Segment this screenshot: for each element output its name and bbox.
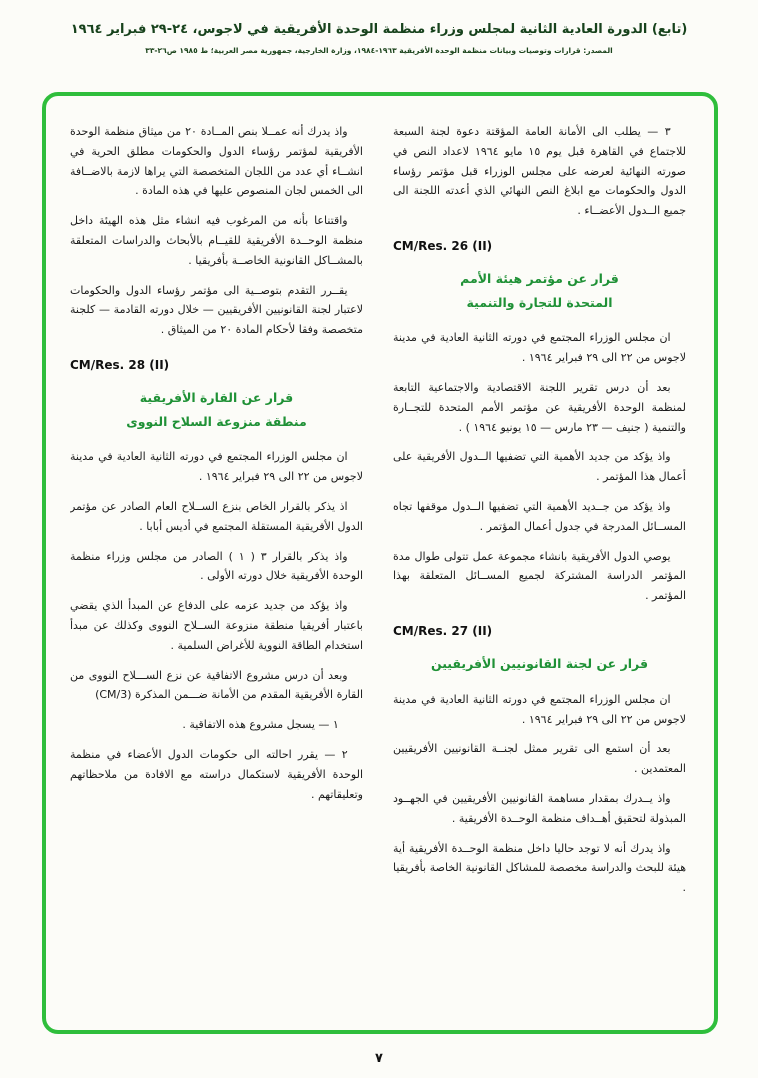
paragraph: واذ يؤكد من جديد عزمه على الدفاع عن المبدأ الذي يقضي باعتبار أفريقيا منطقة منزوعة الســلاح النووى وكذلك عن مبدأ استخدام الطاقة النووية للأغراض السلمية . <box>70 599 363 652</box>
paragraph: واذ يؤكد من جــديد الأهمية التي تضفيها الــدول موقفها تجاه المســائل المدرجة في جدول أعمال المؤتمر . <box>393 500 686 533</box>
paragraph: يقــرر التقدم بتوصــية الى مؤتمر رؤساء الدول والحكومات لاعتبار لجنة القانونيين الأفريقيين — خلال دورته القادمة — كلجنة متخصصة وفقا لأحكام المادة ٢٠ من الميثاق . <box>70 283 363 337</box>
green-border-frame <box>42 92 718 1034</box>
paragraph: واذ يــدرك بمقدار مساهمة القانونيين الأفريقيين في الجهــود المبذولة لتحقيق أهــداف منظمة الوحــدة الأفريقية . <box>393 791 686 825</box>
paragraph: واقتناعا بأنه من المرغوب فيه انشاء مثل هذه الهيئة داخل منظمة الوحــدة الأفريقية للقيــام بالأبحاث والدراسات المتعلقة بالمشــاكل القانونية الخاصــة بأفريقيا . <box>70 214 363 267</box>
paragraph: ان مجلس الوزراء المجتمع في دورته الثانية العادية في مدينة لاجوس من ٢٢ الى ٢٩ فبراير ١٩٦٤ . <box>393 692 686 726</box>
page-number: ٧ <box>375 1051 383 1066</box>
paragraph: واذ يذكر بالقرار ٣ ( ١ ) الصادر من مجلس وزراء منظمة الوحدة الأفريقية خلال دورته الأولى . <box>70 549 363 583</box>
paragraph: اذ يذكر بالقرار الخاص بنزع الســلاح العام الصادر عن مؤتمر الدول الأفريقية المستقلة المجتمع في أديس أبابا . <box>70 500 363 533</box>
paragraph: واذ يدرك أنه لا توجد حاليا داخل منظمة الوحــدة الأفريقية أية هيئة للبحث والدراسة مخصصة للمشاكل القانونية الخاصة بأفريقيا . <box>393 841 686 895</box>
resolution-label: CM/Res. 26 (II) <box>393 238 493 253</box>
paragraph: واذ يدرك أنه عمــلا بنص المــادة ٢٠ من ميثاق منظمة الوحدة الأفريقية لمؤتمر رؤساء الدول والحكومات مطلق الحرية في انشــاء أي عدد من اللجان المتخصصة التي يراها لازمة بالاضــافة الى الخمس لجان المنصوص عليها في هذه المادة . <box>70 125 363 198</box>
column-left <box>70 122 363 1014</box>
header-title: (تابع) الدورة العادية الثانية لمجلس وزراء منظمة الوحدة الأفريقية في لاجوس، ٢٤-٢٩ فبراير ١٩٦٤ <box>70 22 688 37</box>
paragraph: ٣ — يطلب الى الأمانة العامة المؤقتة دعوة لجنة السبعة للاجتماع في القاهرة قبل يوم ١٥ مايو ١٩٦٤ لاعداد النص في صورته النهائية لعرضه على مجلس الوزراء قبل مؤتمر رؤساء الدول والحكومات مع ابلاغ النص النهائي الذي أعدته اللجنة الى جميع الــدول الأعضــاء . <box>393 125 686 218</box>
paragraph: بعد أن استمع الى تقرير ممثل لجنــة القانونيين الأفريقيين المعتمدين . <box>393 742 686 776</box>
paragraph: ٢ — يقرر احالته الى حكومات الدول الأعضاء في منظمة الوحدة الأفريقية لاستكمال دراسته مع الافادة من ملاحظاتهم وتعليقاتهم . <box>70 748 363 801</box>
resolution-label: CM/Res. 28 (II) <box>70 357 170 372</box>
paragraph: واذ يؤكد من جديد الأهمية التي تضفيها الــدول الأفريقية على أعمال هذا المؤتمر . <box>393 450 686 484</box>
numbered-item: ١ — يسجل مشروع هذه الاتفاقية . <box>182 718 339 732</box>
paragraph: يوصي الدول الأفريقية بانشاء مجموعة عمل تتولى طوال مدة المؤتمر الدراسة المشتركة لجميع المســائل المتعلقة بهذا المؤتمر . <box>393 549 686 603</box>
two-column-text <box>70 122 686 1014</box>
resolution-heading: قرار عن القارة الأفريقية منطقة منزوعة السلاح النووى <box>126 389 307 429</box>
paragraph: وبعد أن درس مشروع الاتفاقية عن نزع الســـلاح النووى من القارة الأفريقية المقدم من الأمانة ضـــمن المذكرة (CM/3) <box>70 668 363 702</box>
resolution-label: CM/Res. 27 (II) <box>393 624 493 639</box>
header-source-line: المصدر: قرارات وتوصيات وبيانات منظمة الوحدة الأفريقية ١٩٦٣-١٩٨٤، وزارة الخارجية، جمهورية مصر العربية؛ ط ١٩٨٥ ص٢٦-٣٣ <box>145 46 613 55</box>
paragraph: بعد أن درس تقرير اللجنة الاقتصادية والاجتماعية التابعة لمنظمة الوحدة الأفريقية عن مؤتمر الأمم المتحدة للتجــارة والتنمية ( جنيف — ٢٣ مارس — ١٥ يونيو ١٩٦٤ ) . <box>393 381 686 434</box>
resolution-heading: قرار عن لجنة القانونيين الأفريقيين <box>430 656 649 672</box>
paragraph: ان مجلس الوزراء المجتمع في دورته الثانية العادية في مدينة لاجوس من ٢٢ الى ٢٩ فبراير ١٩٦٤ . <box>70 450 363 484</box>
resolution-heading: قرار عن مؤتمر هيئة الأمم المتحدة للتجارة والتنمية <box>460 270 619 310</box>
column-right <box>393 122 686 1014</box>
paragraph: ان مجلس الوزراء المجتمع في دورته الثانية العادية في مدينة لاجوس من ٢٢ الى ٢٩ فبراير ١٩٦٤ . <box>393 331 686 365</box>
page-header <box>0 0 758 55</box>
